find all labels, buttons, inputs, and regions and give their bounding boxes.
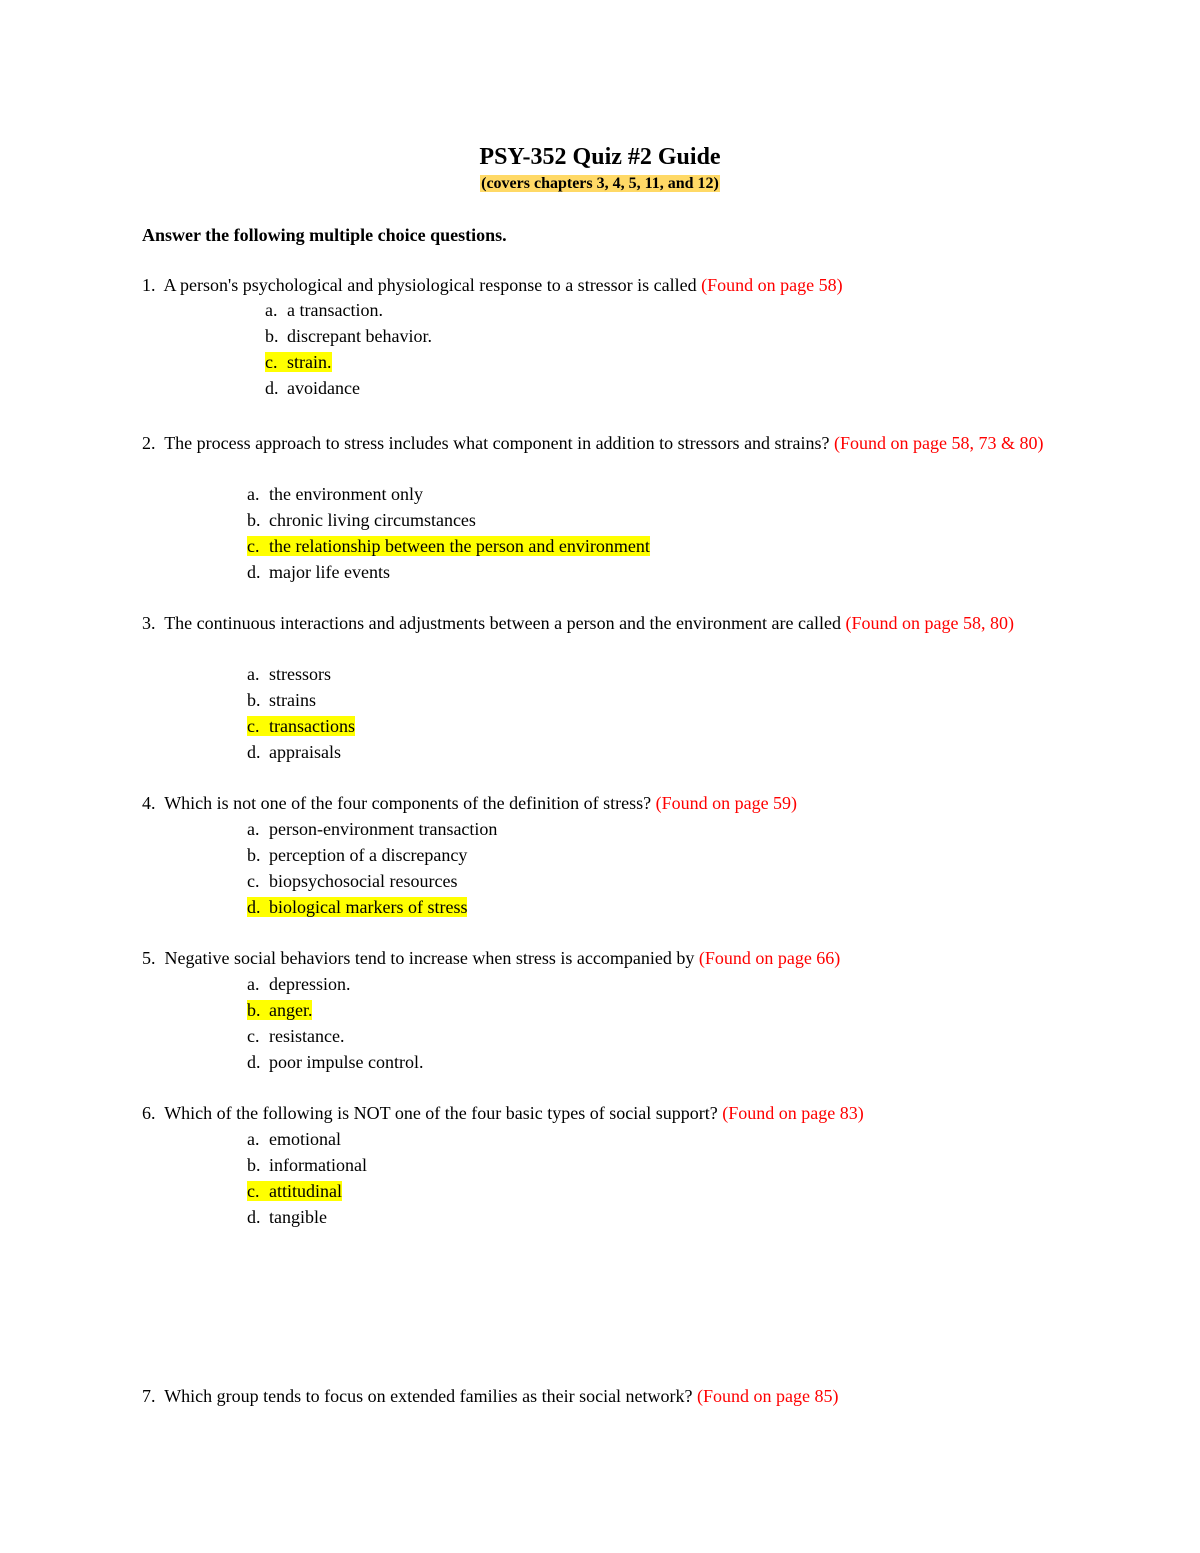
page-reference: (Found on page 66) [698,948,841,968]
option-2b: b. chronic living circumstances [247,510,476,530]
question-text: Which group tends to focus on extended families as their social network? [164,1386,693,1406]
option-1b: b. discrepant behavior. [265,326,432,346]
question-7: 7. Which group tends to focus on extended families as their social network? (Found on page 85) [142,1386,839,1406]
question-text: The process approach to stress includes what component in addition to stressors and strains? [164,433,830,453]
page-reference: (Found on page 58) [701,275,843,295]
option-5b-answer: b. anger. [247,1000,313,1020]
option-3a: a. stressors [247,664,331,684]
option-3d: d. appraisals [247,742,341,762]
question-3: 3. The continuous interactions and adjustments between a person and the environment are called (Found on page 58, 80) [142,613,1014,633]
option-2c-answer: c. the relationship between the person and environment [247,536,650,556]
page-reference: (Found on page 85) [697,1386,839,1406]
page-reference: (Found on page 59) [655,793,798,813]
option-5a: a. depression. [247,974,351,994]
page-subtitle: (covers chapters 3, 4, 5, 11, and 12) [481,175,719,192]
page-reference: (Found on page 58, 73 & 80) [834,433,1044,453]
option-6d: d. tangible [247,1207,327,1227]
question-text: A person's psychological and physiological response to a stressor is called [163,275,697,295]
option-1a: a. a transaction. [265,300,383,320]
option-1d: d. avoidance [265,378,360,398]
question-2: 2. The process approach to stress includes what component in addition to stressors and strains? (Found on page 58, 73 & 80) [142,433,1044,453]
question-text: Which is not one of the four components of the definition of stress? [164,793,652,813]
question-5: 5. Negative social behaviors tend to increase when stress is accompanied by (Found on page 66) [142,948,841,968]
question-1: 1. A person's psychological and physiological response to a stressor is called (Found on page 58) [142,275,843,295]
page-reference: (Found on page 83) [722,1103,864,1123]
question-text: Negative social behaviors tend to increase when stress is accompanied by [164,948,695,968]
question-text: The continuous interactions and adjustments between a person and the environment are called [164,613,841,633]
page-reference: (Found on page 58, 80) [845,613,1014,633]
page-title: PSY-352 Quiz #2 Guide [479,144,721,170]
option-5d: d. poor impulse control. [247,1052,424,1072]
question-text: Which of the following is NOT one of the four basic types of social support? [164,1103,718,1123]
option-4c: c. biopsychosocial resources [247,871,458,891]
option-2a: a. the environment only [247,484,423,504]
option-5c: c. resistance. [247,1026,345,1046]
option-4d-answer: d. biological markers of stress [247,897,468,917]
option-3c-answer: c. transactions [247,716,355,736]
option-1c-answer: c. strain. [265,352,332,372]
option-6a: a. emotional [247,1129,341,1149]
question-6: 6. Which of the following is NOT one of the four basic types of social support? (Found on page 83) [142,1103,864,1123]
option-6c-answer: c. attitudinal [247,1181,342,1201]
option-6b: b. informational [247,1155,367,1175]
option-4a: a. person-environment transaction [247,819,498,839]
question-4: 4. Which is not one of the four components of the definition of stress? (Found on page 59) [142,793,798,813]
option-4b: b. perception of a discrepancy [247,845,468,865]
option-2d: d. major life events [247,562,390,582]
instructions: Answer the following multiple choice questions. [142,225,507,245]
option-3b: b. strains [247,690,316,710]
